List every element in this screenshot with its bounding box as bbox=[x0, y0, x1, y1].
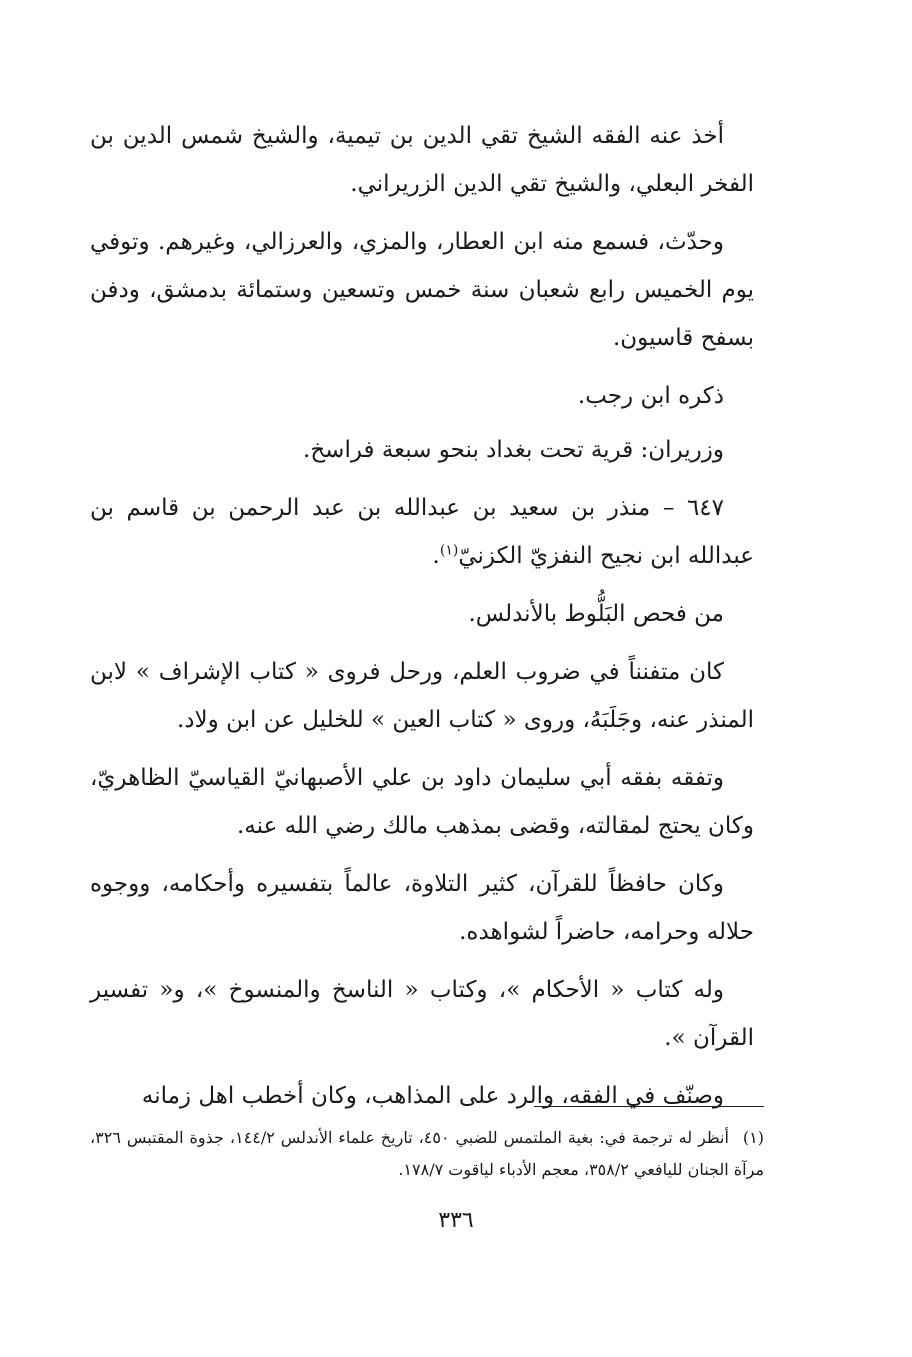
paragraph: ذكره ابن رجب. bbox=[577, 383, 724, 409]
paragraph: وزريران: قرية تحت بغداد بنحو سبعة فراسخ. bbox=[303, 437, 724, 463]
entry-heading bbox=[90, 484, 754, 580]
footnote-divider bbox=[534, 1106, 764, 1107]
paragraph: وصنّف في الفقه، والرد على المذاهب، وكان أخطب اهل زمانه bbox=[141, 1083, 724, 1109]
paragraph: أخذ عنه الفقه الشيخ تقي الدين بن تيمية، والشيخ شمس الدين بن الفخر البعلي، والشيخ تقي الدين الزريراني. bbox=[90, 123, 754, 197]
paragraph: كان متفنناً في ضروب العلم، ورحل فروى « كتاب الإشراف » لابن المنذر عنه، وجَلَبَهُ، وروى « كتاب العين » للخليل عن ابن ولاد. bbox=[90, 659, 754, 733]
paragraph: وله كتاب « الأحكام »، وكتاب « الناسخ والمنسوخ »، و« تفسير القرآن ». bbox=[90, 977, 754, 1051]
footnote-text: أنظر له ترجمة في: بغية الملتمس للضبي ٤٥٠، تاريخ علماء الأندلس ١٤٤/٢، جذوة المقتبس ٣٢٦، مرآة الجنان لليافعي ٣٥٨/٢، معجم الأدباء لياقوت ١٧٨/٧. bbox=[90, 1128, 764, 1179]
entry-name: منذر بن سعيد بن عبدالله بن عبد الرحمن بن قاسم بن عبدالله ابن نجيح النفزيّ الكزنيّ bbox=[90, 495, 754, 569]
paragraph: وكان حافظاً للقرآن، كثير التلاوة، عالماً بتفسيره وأحكامه، ووجوه حلاله وحرامه، حاضراً لشواهده. bbox=[90, 871, 754, 945]
footnotes bbox=[90, 1122, 764, 1186]
paragraph: وتفقه بفقه أبي سليمان داود بن علي الأصبهانيّ القياسيّ الظاهريّ، وكان يحتج لمقالته، وقضى بمذهب مالك رضي الله عنه. bbox=[90, 765, 754, 839]
paragraph: من فحص البَلُّوط بالأندلس. bbox=[468, 601, 724, 627]
footnote-reference[interactable]: (١) bbox=[439, 542, 459, 559]
footnote-number: (١) bbox=[742, 1128, 764, 1147]
page-number: ٣٣٦ bbox=[438, 1208, 474, 1233]
paragraph: وحدّث، فسمع منه ابن العطار، والمزي، والعرزالي، وغيرهم. وتوفي يوم الخميس رابع شعبان سنة خمس وتسعين وستمائة بدمشق، ودفن بسفح قاسيون. bbox=[90, 229, 754, 351]
main-text bbox=[90, 112, 754, 1130]
entry-end: . bbox=[432, 543, 440, 569]
entry-number: ٦٤٧ bbox=[686, 495, 725, 521]
entry-dash: – bbox=[662, 495, 675, 521]
